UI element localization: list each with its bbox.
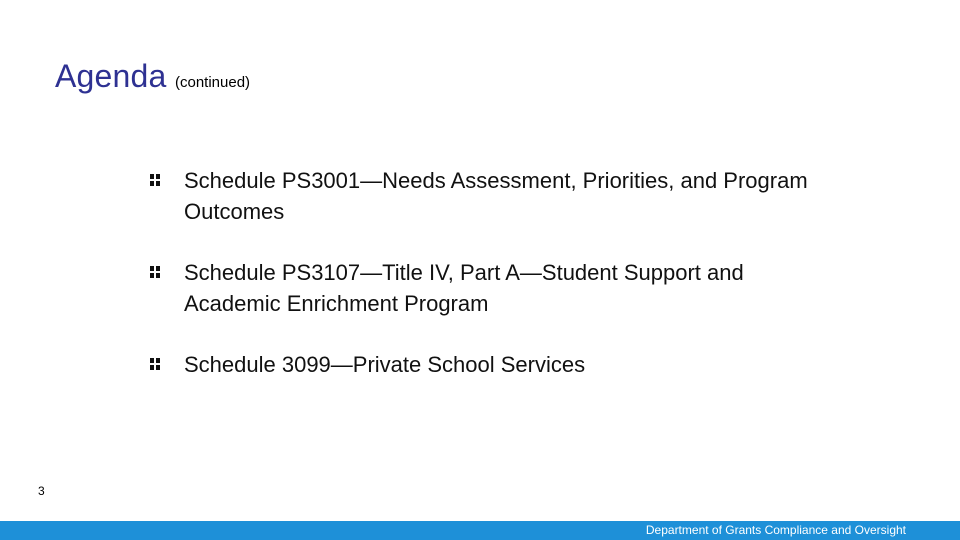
slide-number: 3 [38, 484, 45, 498]
agenda-item-text: Schedule PS3107—Title IV, Part A—Student Support and Academic Enrichment Program [184, 260, 744, 316]
footer-department-text: Department of Grants Compliance and Oversight [645, 523, 906, 537]
title-subtitle: (continued) [174, 74, 251, 91]
quad-square-bullet-icon [150, 265, 160, 277]
quad-square-bullet-icon [150, 173, 160, 185]
footer-bar [0, 521, 960, 540]
slide-title [55, 58, 250, 95]
quad-square-bullet-icon [150, 357, 160, 369]
title-main: Agenda [55, 58, 167, 94]
agenda-item-text: Schedule 3099—Private School Services [184, 352, 586, 377]
agenda-item-text: Schedule PS3001—Needs Assessment, Priorities, and Program Outcomes [184, 168, 808, 224]
